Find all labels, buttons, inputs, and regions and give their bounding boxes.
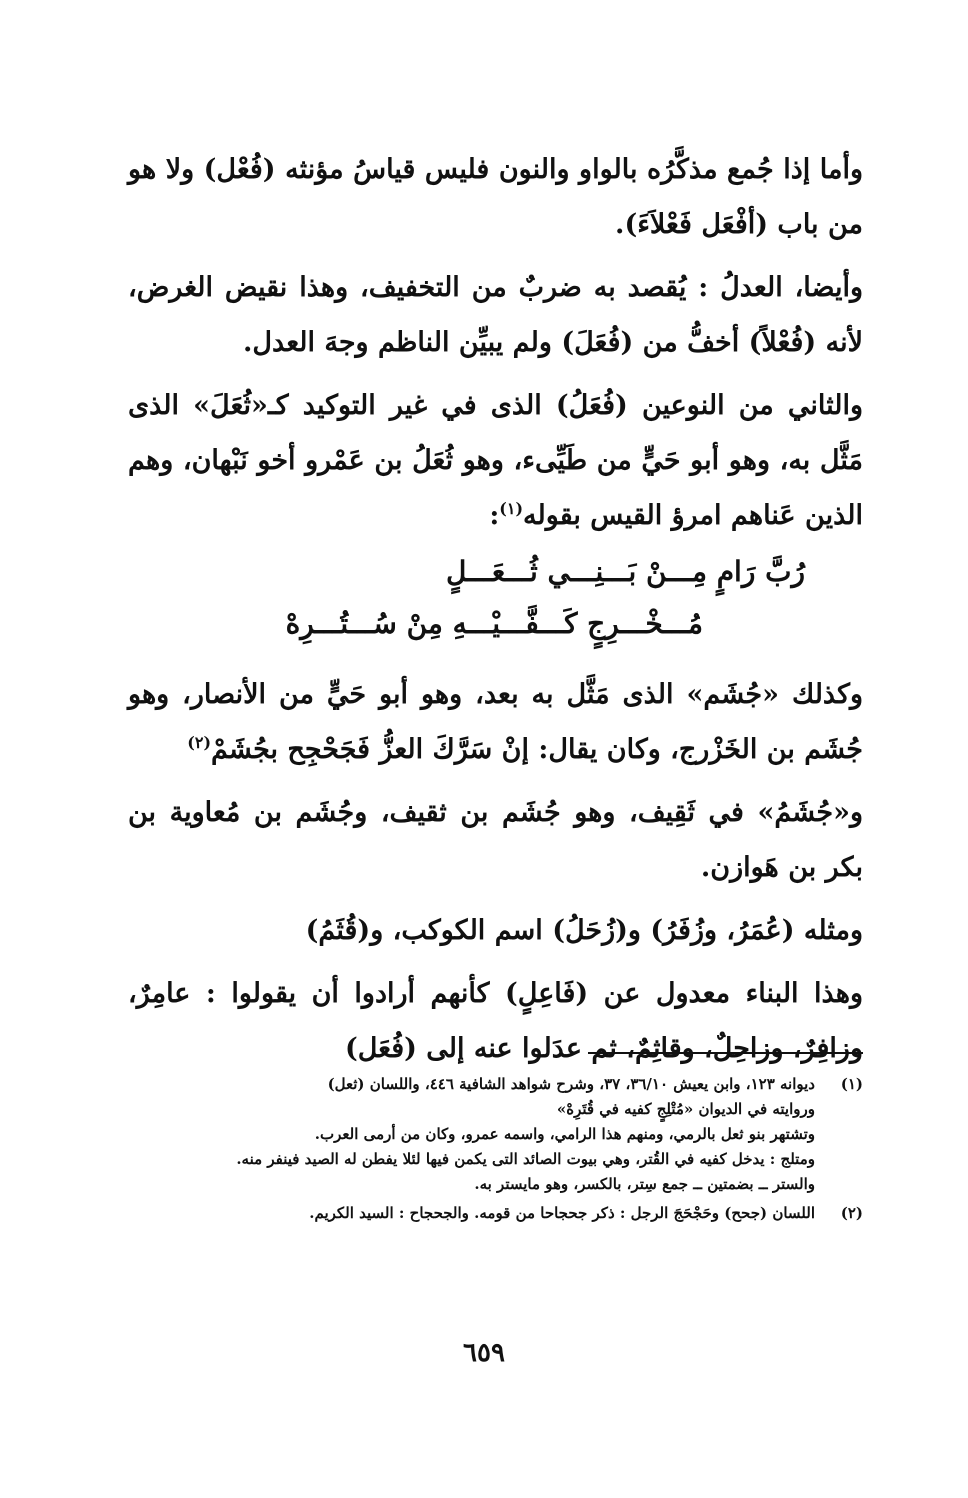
footnote-2-line-1: اللسان (جحح) وحَجْحَجَ الرجل : ذكر جحجاحا من قومه. والجحجاح : السيد الكريم. — [309, 1204, 815, 1222]
footnote-1-line-5: والستر ــ بضمتين ــ جمع سِتر، بالكسر، وهو مايستر به. — [474, 1175, 815, 1193]
paragraph-3-end: : — [489, 500, 500, 531]
paragraph-2: وأيضا، العدلُ : يُقصد به ضربٌ من التخفيف، وهذا نقيض الغرض، لأنه (فُعْلاً) أخفُّ من (فُعَلَ) ولم يبيِّن الناظم وجهَ العدل. — [128, 272, 863, 358]
poetry-verse — [128, 551, 863, 661]
footnote-1-line-1: ديوانه ١٢٣، وابن يعيش ٣٦/١٠، ٣٧، وشرح شواهد الشافية ٤٤٦، واللسان (ثعل) — [327, 1075, 815, 1093]
footnote-1-line-3: وتشتهر بنو ثعل بالرمي، ومنهم هذا الرامي، واسمه عمرو، وكان من أرمى العرب. — [314, 1125, 815, 1143]
footnote-1-line-2: وروايته في الديوان «مُتْلِجٍ كفيه في قُتَرِهْ» — [556, 1100, 815, 1118]
main-text — [128, 142, 863, 1084]
footnote-ref-1: (١) — [499, 499, 524, 518]
footnote-2-number: (٢) — [840, 1204, 863, 1222]
paragraph-4-text: وكذلك «جُشَم» الذى مَثَّل به بعد، وهو أبو حَيٍّ من الأنصار، وهو جُشَم بن الخَزْرج، وكان يقال: إنْ سَرَّكَ العزُّ فَجَحْجِح بجُشَمْ — [128, 679, 863, 765]
verse-line-1: رُبَّ رَامٍ مِـــنْ بَـــنِـــي ثُـــعَـــلٍ — [446, 555, 805, 588]
footnote-ref-2: (٢) — [187, 733, 212, 752]
paragraph-6: ومثله (عُمَرُ، وزُفَرُ) و(زُحَلُ) اسم الكوكب، و(قُثَمُ) — [305, 915, 863, 946]
footnote-1-lines — [128, 1072, 815, 1197]
paragraph-4 — [128, 667, 863, 777]
footnote-divider — [588, 1052, 863, 1054]
footnote-2 — [128, 1201, 863, 1226]
paragraph-1: وأما إذا جُمع مذكَّرُه بالواو والنون فليس قياسُ مؤنثه (فُعْل) ولا هو من باب (أفْعَل فَعْلاَءَ). — [128, 154, 863, 240]
footnote-2-lines — [128, 1201, 815, 1226]
footnotes — [128, 1072, 863, 1230]
footnote-1-line-4: ومتلج : يدخل كفيه في القُتر، وهي بيوت الصائد التى يكمن فيها لئلا يفطن له الصيد فينفر منه. — [236, 1150, 815, 1168]
footnote-1 — [128, 1072, 863, 1197]
paragraph-5: و«جُشَمُ» في ثَقِيف، وهو جُشَم بن ثقيف، وجُشَم بن مُعاوية بن بكر بن هَوازن. — [128, 797, 863, 883]
footnote-1-number: (١) — [840, 1075, 863, 1093]
paragraph-3 — [128, 378, 863, 543]
paragraph-7: وهذا البناء معدول عن (فَاعِلٍ) كأنهم أرادوا أن يقولوا : عامِرٌ، وزافِرٌ، وزاحِلٌ، وقاثِمٌ، ثم عدَلوا عنه إلى (فُعَل) — [128, 978, 863, 1064]
verse-line-2: مُـــخْـــرِجٍ كَـــفَّـــيْـــهِ مِنْ سُـــتُـــرِهْ — [285, 607, 703, 640]
paragraph-3-text: والثاني من النوعين (فُعَلُ) الذى في غير التوكيد كـ«ثُعَلَ» الذى مَثَّل به، وهو أبو حَيٍّ من طَيِّىء، وهو ثُعَلُ بن عَمْرو أخو نَبْهان، وهم الذين عَناهم امرؤ القيس بقوله — [128, 390, 863, 531]
page-number: ٦٥٩ — [463, 1338, 505, 1368]
